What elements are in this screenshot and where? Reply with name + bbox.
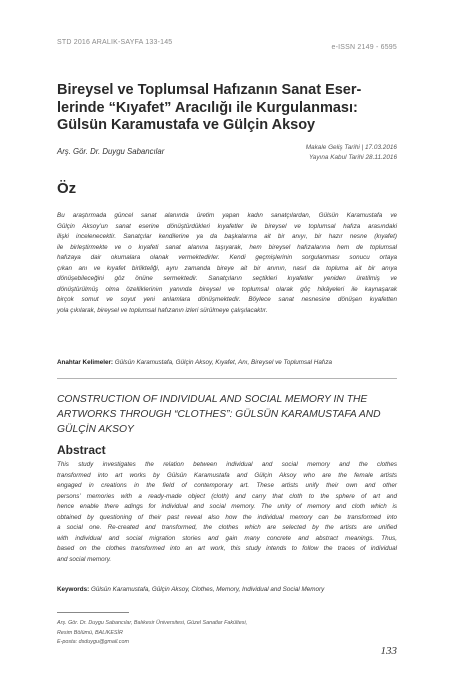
keywords-turkish (57, 359, 402, 366)
keywords-english (57, 586, 402, 593)
abstract-turkish (57, 211, 397, 316)
abstract-heading: Abstract (57, 443, 106, 457)
abstract-line: Gülçin Aksoy’un sanat eserine dönüştürdükleri kıyafetler ile bireysel ve toplumsal hafıza arasındaki (57, 222, 397, 230)
abstract-english (57, 460, 397, 565)
oz-heading: Öz (57, 180, 77, 197)
english-title-line: ARTWORKS THROUGH “CLOTHES”: GÜLSÜN KARAMUSTAFA AND (57, 409, 381, 420)
abstract-line: based on the clothes transformed into an art work, this study intends to follow the traces of individual (57, 545, 397, 553)
abstract-line: persons’ memories with a ready-made object (cloth) and carry that cloth to the sphere of art and (57, 492, 397, 500)
abstract-line: Bu araştırmada güncel sanat alanında üretim yapan kadın sanatçılardan, Gülsün Karamustafa ve (57, 212, 397, 219)
footnote-line: Resim Bölümü, BALIKESİR (57, 629, 123, 636)
article-dates (306, 143, 397, 163)
title-line: Gülsün Karamustafa ve Gülçin Aksoy (57, 117, 316, 133)
keywords-label: Anahtar Kelimeler: (57, 359, 113, 366)
abstract-line: ilişki incelenecektir. Sanatçılar kendilerine ya da başkalarına ait bir anıyı, bir hazır nesne (kıyafet) (57, 233, 397, 241)
keywords-text: Gülsün Karamustafa, Gülçin Aksoy, Clothes, Memory, Individual and Social Memory (90, 586, 325, 593)
abstract-line: transformed into art works by Gülsün Karamustafa and Gülçin Aksoy who are the female artists (57, 471, 397, 479)
issn: e-ISSN 2149 - 6595 (331, 44, 397, 51)
abstract-line: hence enable there adings for individual and social memory. The unity of memory and cloth which is (57, 503, 397, 511)
abstract-line: This study investigates the relation between individual and social memory and the clothes (57, 461, 397, 468)
title-line: Bireysel ve Toplumsal Hafızanın Sanat Eser- (57, 82, 362, 98)
abstract-line: dönüşebileceğini göz önüne sermektedir. Sanatçıların seçtikleri kıyafetler yeniden üretilmiş ve (57, 275, 397, 283)
journal-info: STD 2016 ARALIK-SAYFA 133-145 (57, 39, 173, 46)
abstract-line: ile birleştirmekte ve o kıyafeti sanat alanına taşıyarak, hem bireysel hafızalarına hem de toplumsal (57, 243, 397, 251)
section-divider (57, 378, 397, 379)
abstract-line: obtained by questioning of their past reveal also how the individual memory can be transformed into (57, 513, 397, 521)
abstract-line: hafızaya dair okumalara olanak vermektedirler. Kendi geçmişlerinin sorgulanması sonucu ortaya (57, 254, 397, 262)
submission-date: Makale Geliş Tarihi | 17.03.2016 (305, 144, 397, 151)
english-title-line: CONSTRUCTION OF INDIVIDUAL AND SOCIAL MEMORY IN THE (57, 394, 368, 405)
abstract-line: çıkan anı ve kıyafet birlikteliği, aynı zamanda bireye ait bir anının, nasıl da topluma ait bir anıya (57, 264, 397, 272)
author: Arş. Gör. Dr. Duygu Sabancılar (57, 147, 165, 156)
english-title-line: GÜLÇİN AKSOY (57, 424, 134, 435)
keywords-label: Keywords: (57, 586, 90, 593)
abstract-line: birçok somut ve soyut yeni anlamlara dönüşmektedir. Böylece sanat nesnesine dönüşen kıyafetten (57, 296, 397, 304)
acceptance-date: Yayına Kabul Tarihi 28.11.2016 (309, 154, 397, 161)
article-title (57, 82, 402, 135)
abstract-line: and social memory. (57, 555, 112, 563)
page-number: 133 (380, 645, 397, 657)
abstract-line: yola çıkılarak, bireysel ve toplumsal hafızanın izleri sürülmeye çalışılacaktır. (57, 306, 268, 314)
footnote-line: Arş. Gör. Dr. Duygu Sabancılar, Balıkesir Üniversitesi, Güzel Sanatlar Fakültesi, (57, 620, 248, 626)
abstract-line: with individual and social migration stories and gain many concrete and abstract meanings. Thus, (57, 534, 397, 542)
author-footnote (57, 619, 247, 648)
title-line: lerinde “Kıyafet” Aracılığı ile Kurgulanması: (57, 99, 358, 116)
abstract-line: a social one. Re-created and transformed, the clothes which are selected by the artists are unified (57, 524, 397, 532)
keywords-text: Gülsün Karamustafa, Gülçin Aksoy, Kıyafet, Anı, Bireysel ve Toplumsal Hafıza (114, 359, 332, 366)
footnote-divider (57, 612, 129, 613)
abstract-line: dönüştürülmüş olma özellikleriniın yanında bireysel ve toplumsal olarak göç hikâyeleri ile kaynaşarak (57, 285, 397, 293)
abstract-line: engaged in creations in the field of contemporary art. These artists unify their own and other (57, 482, 397, 490)
footnote-email: E-posta: dsduygu@gmail.com (57, 639, 129, 645)
english-title (57, 392, 402, 437)
